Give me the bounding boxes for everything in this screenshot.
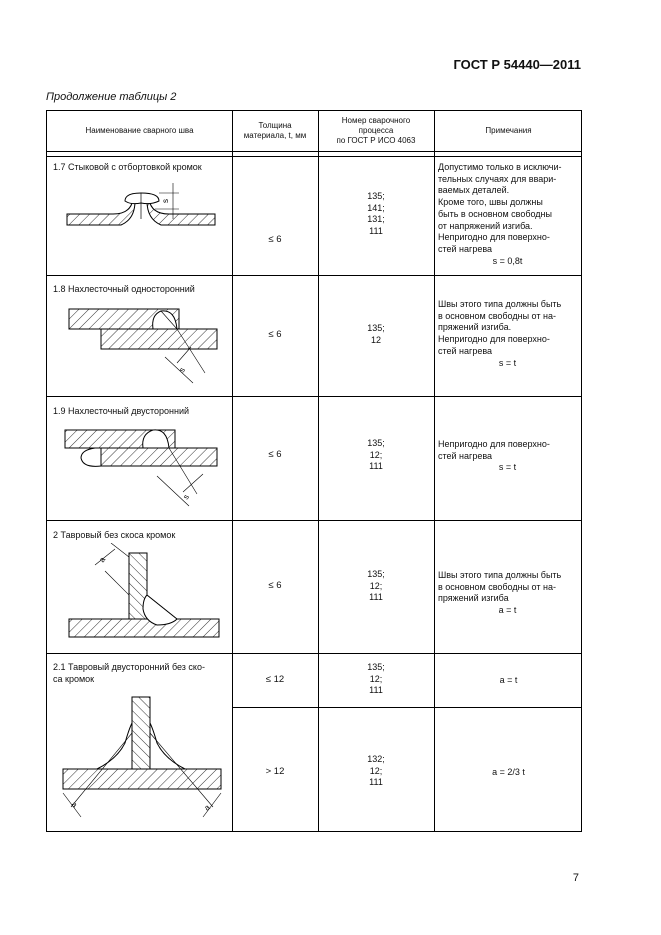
process-number: 12;: [369, 673, 383, 684]
formula: s = t: [498, 357, 517, 368]
notes-text: [438, 570, 577, 617]
note-line: пряжений изгиба.: [438, 322, 512, 333]
row-divider: [47, 396, 581, 397]
process-number: 12;: [369, 449, 383, 460]
table-caption: Продолжение таблицы 2: [46, 91, 177, 103]
dim-a-label: a: [69, 799, 79, 810]
thickness-value: ≤ 6: [268, 329, 282, 340]
process-header-line2: процесса: [358, 126, 394, 135]
weld-table: [46, 110, 582, 832]
butt-weld-flanged-figure: [63, 181, 223, 251]
note-line: от напряжений изгиба.: [438, 220, 533, 231]
process-number: 12: [370, 334, 381, 345]
row-name: 1.8 Нахлесточный односторонний: [53, 284, 195, 294]
process-number: 131;: [367, 214, 385, 224]
t-joint-single-figure: [59, 543, 229, 648]
note-line: стей нагрева: [438, 345, 493, 356]
note-line: Непригодно для поверхно-: [438, 232, 550, 243]
formula: a = t: [498, 605, 517, 616]
lap-weld-double-figure: [61, 426, 229, 516]
process-number: 141;: [367, 202, 385, 213]
dim-s-label: s: [181, 492, 191, 502]
col-header-process: [318, 111, 434, 151]
page-number: 7: [572, 872, 579, 884]
note-line: ваемых деталей.: [438, 185, 510, 196]
note-line: быть в основном свободны: [438, 208, 552, 219]
process-numbers: [318, 191, 434, 237]
thickness-value: ≤ 6: [268, 449, 282, 460]
row-divider: [47, 520, 581, 521]
dim-s-label: s: [161, 199, 170, 203]
process-number: 135;: [367, 323, 385, 333]
process-number: 135;: [367, 191, 385, 201]
notes-text: [438, 439, 577, 474]
process-numbers: [318, 569, 434, 604]
note-line: Швы этого типа должны быть: [438, 299, 562, 309]
dim-a-label: a: [97, 555, 108, 565]
formula: a = 2/3 t: [492, 767, 525, 777]
notes-text: [438, 162, 577, 267]
process-number: 135;: [367, 569, 385, 579]
header-divider: [47, 156, 581, 157]
thickness-value: ≤ 6: [268, 234, 282, 245]
formula: s = t: [498, 462, 517, 473]
standard-number: ГОСТ Р 54440—2011: [453, 57, 581, 72]
process-number: 111: [369, 461, 383, 471]
note-line: Непригодно для поверхно-: [438, 439, 550, 449]
thickness-value: ≤ 12: [265, 674, 285, 685]
col-header-name: Наименование сварного шва: [85, 126, 194, 135]
thickness-value: ≤ 6: [268, 580, 282, 591]
row-name: 1.7 Стыковой с отбортовкой кромок: [53, 162, 202, 172]
note-line: Допустимо только в исключи-: [438, 162, 562, 172]
process-numbers: [318, 754, 434, 789]
process-number: 111: [369, 225, 383, 236]
note-line: стей нагрева: [438, 243, 493, 254]
process-number: 12;: [369, 765, 383, 776]
note-line: Непригодно для поверхно-: [438, 334, 550, 345]
note-line: Кроме того, швы должны: [438, 197, 543, 208]
note-line: стей нагрева: [438, 450, 493, 461]
process-numbers: [318, 662, 434, 697]
t-joint-double-figure: [55, 693, 231, 828]
note-line: в основном свободны от на-: [438, 310, 556, 321]
process-number: 135;: [367, 438, 385, 448]
note-line: в основном свободны от на-: [438, 581, 556, 592]
col-divider: [232, 111, 233, 831]
notes-text: [438, 299, 577, 369]
dim-s-label: s: [177, 365, 187, 375]
col-header-notes: Примечания: [485, 126, 532, 135]
process-number: 111: [369, 777, 383, 787]
note-line: пряжений изгиба: [438, 593, 509, 604]
thickness-value: > 12: [265, 766, 285, 777]
process-number: 132;: [367, 754, 385, 764]
process-number: 111: [369, 592, 383, 602]
process-numbers: [318, 323, 434, 346]
process-header-line3: по ГОСТ Р ИСО 4063: [336, 136, 416, 145]
row-name-line: 2.1 Тавровый двусторонний без ско-: [53, 662, 205, 672]
row-name: 2 Тавровый без скоса кромок: [53, 530, 176, 540]
process-number: 111: [369, 685, 383, 695]
lap-weld-single-figure: [65, 303, 230, 393]
row-divider: [47, 653, 581, 654]
process-number: 12;: [369, 580, 383, 591]
row-name-line: са кромок: [53, 674, 95, 684]
note-line: тельных случаях для ввари-: [438, 173, 557, 184]
process-header-line1: Номер сварочного: [341, 116, 411, 125]
col-header-thickness: [232, 111, 318, 151]
row-name: [53, 661, 205, 685]
thickness-header-line2: материала, t, мм: [243, 131, 307, 140]
process-numbers: [318, 438, 434, 473]
header-divider: [47, 151, 581, 152]
formula: a = t: [499, 675, 518, 685]
subrow-divider: [232, 707, 581, 708]
col-divider: [434, 111, 435, 831]
note-line: Швы этого типа должны быть: [438, 570, 562, 580]
process-number: 135;: [367, 662, 385, 672]
row-divider: [47, 275, 581, 276]
dim-a-label: a: [202, 802, 212, 813]
row-name: 1.9 Нахлесточный двусторонний: [53, 406, 190, 416]
thickness-header-line1: Толщина: [258, 121, 292, 130]
formula: s = 0,8t: [492, 255, 523, 266]
